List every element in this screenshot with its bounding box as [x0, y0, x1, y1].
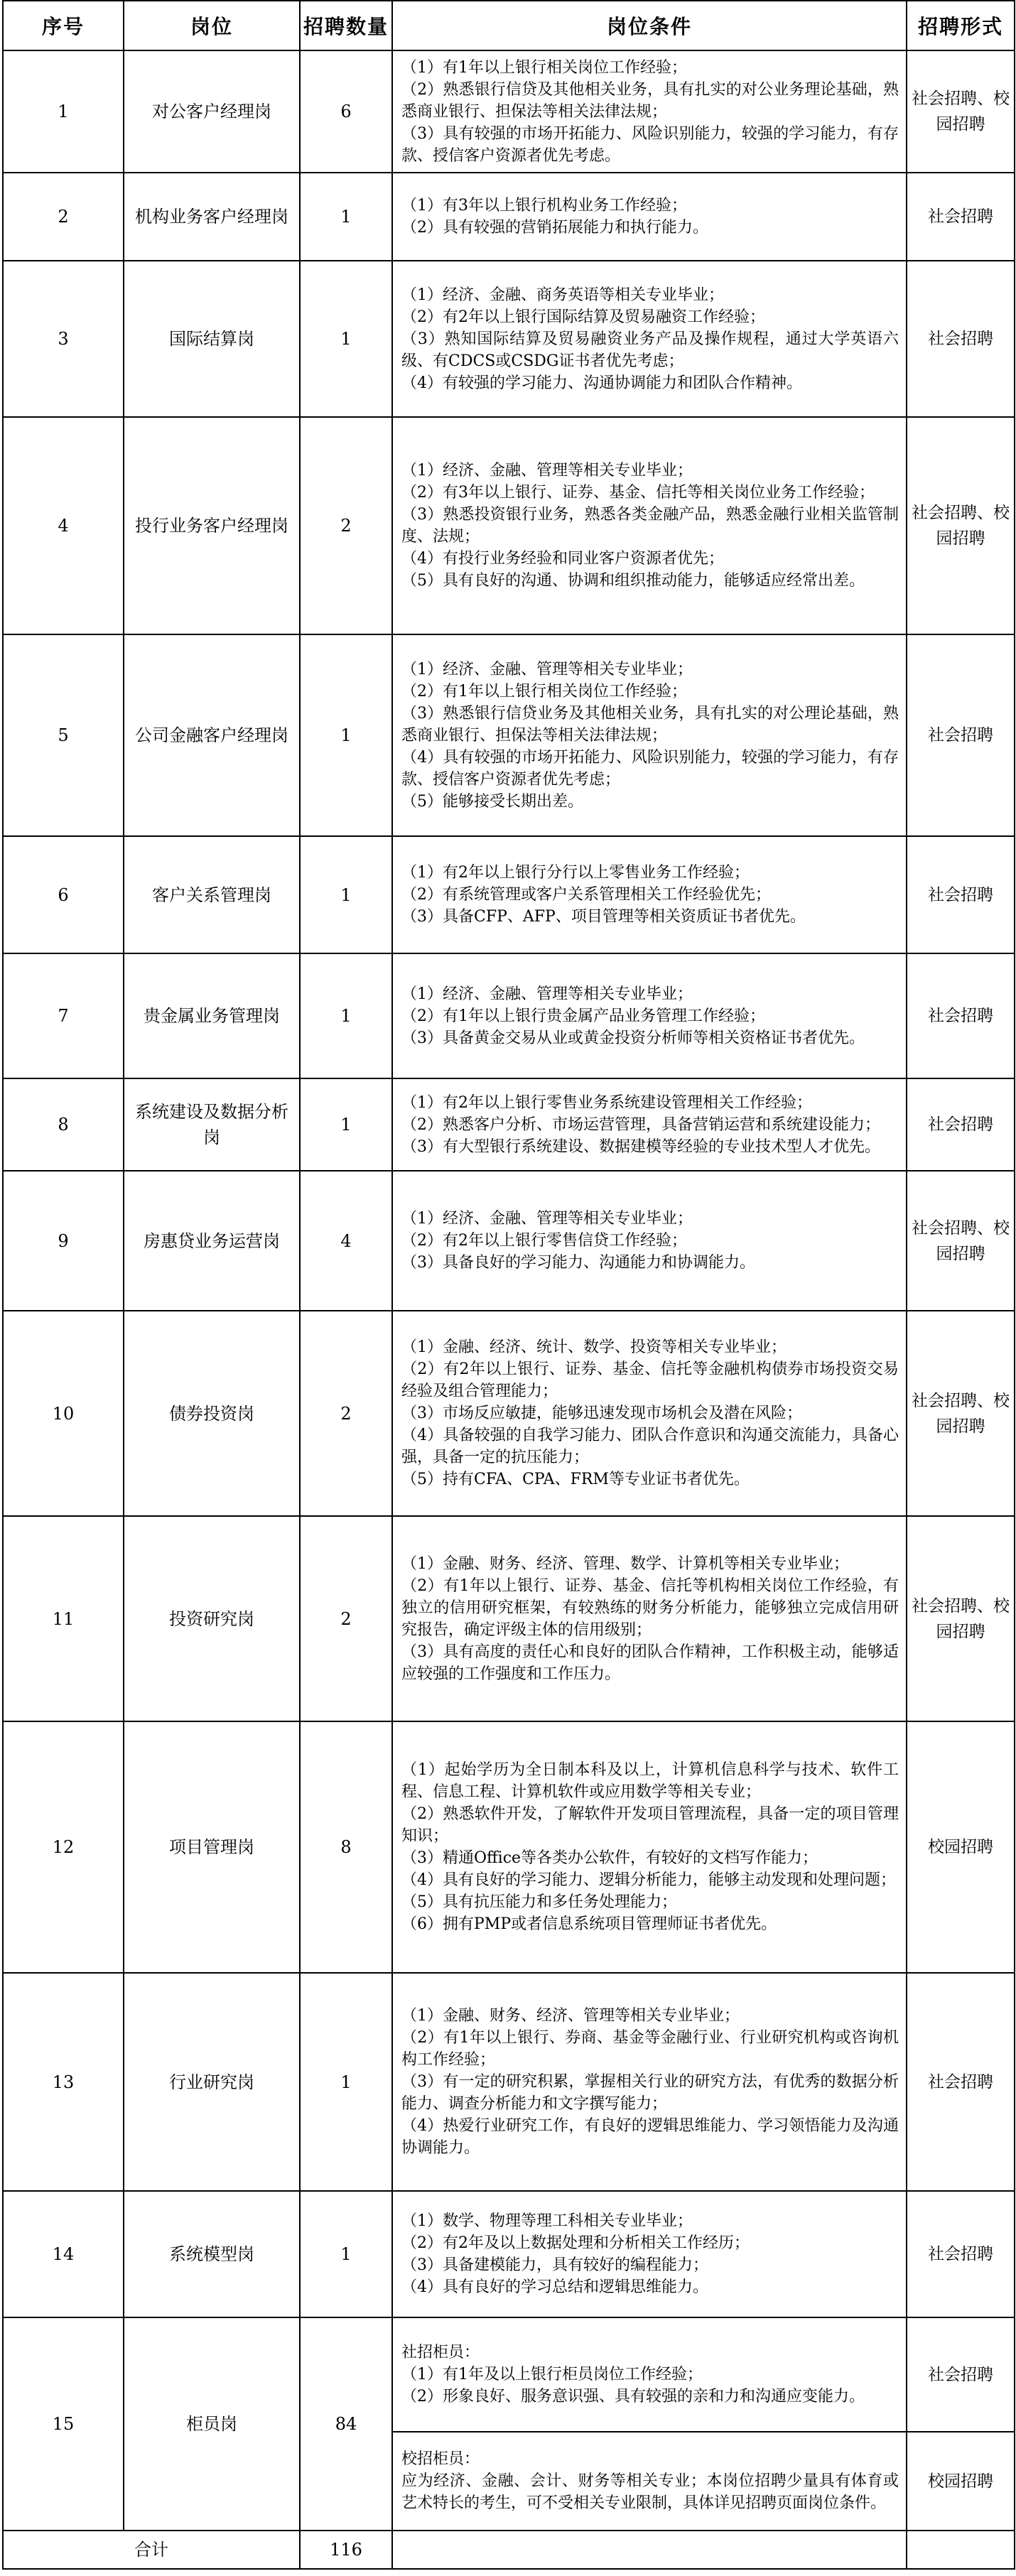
position-name: 投资研究岗: [124, 1516, 300, 1721]
condition-line: （4）具有良好的学习总结和逻辑思维能力。: [401, 2278, 708, 2296]
position-conditions: [392, 1721, 907, 1973]
recruit-form: 校园招聘: [907, 1721, 1015, 1973]
position-name: 投行业务客户经理岗: [124, 417, 300, 634]
position-conditions: [392, 50, 907, 173]
condition-line: （2）有1年以上银行、券商、基金等金融行业、行业研究机构或咨询机构工作经验；: [401, 2029, 899, 2069]
table-body: [3, 50, 1015, 2569]
hire-count: 1: [300, 261, 392, 417]
position-name: 机构业务客户经理岗: [124, 173, 300, 261]
total-row: [3, 2531, 1015, 2569]
hire-count: 1: [300, 836, 392, 953]
recruit-form: 社会招聘: [907, 634, 1015, 836]
condition-line: （2）有2年及以上数据处理和分析相关工作经历；: [401, 2234, 750, 2252]
condition-line: （3）具备建模能力，具有较好的编程能力；: [401, 2256, 708, 2274]
row-number: 11: [3, 1516, 124, 1721]
table-row: [3, 50, 1015, 173]
row-number: 8: [3, 1078, 124, 1171]
table-row: [3, 953, 1015, 1078]
table-row: [3, 261, 1015, 417]
hire-count: 2: [300, 417, 392, 634]
condition-line: （1）经济、金融、管理等相关专业毕业；: [401, 985, 693, 1003]
condition-line: （5）持有CFA、CPA、FRM等专业证书者优先。: [401, 1471, 750, 1488]
header-conditions: 岗位条件: [392, 1, 907, 50]
condition-line: （1）有2年以上银行分行以上零售业务工作经验；: [401, 864, 750, 882]
condition-line: （6）拥有PMP或者信息系统项目管理师证书者优先。: [401, 1915, 777, 1933]
recruit-form: 校园招聘: [907, 2432, 1015, 2531]
condition-line: （2）有3年以上银行、证券、基金、信托等相关岗位业务工作经验；: [401, 484, 875, 502]
condition-line: （3）具备CFP、AFP、项目管理等相关资质证书者优先。: [401, 908, 806, 926]
recruitment-table: [2, 0, 1015, 2570]
condition-line: 校招柜员：: [401, 2450, 480, 2468]
recruit-form: 社会招聘、校园招聘: [907, 417, 1015, 634]
recruit-form: 社会招聘、校园招聘: [907, 1171, 1015, 1311]
condition-line: （1）经济、金融、管理等相关专业毕业；: [401, 1210, 693, 1228]
total-empty-form: [907, 2531, 1015, 2569]
condition-line: （1）有1年及以上银行柜员岗位工作经验；: [401, 2366, 703, 2383]
table-row: [3, 1078, 1015, 1171]
condition-line: （1）有1年以上银行相关岗位工作经验；: [401, 58, 687, 77]
recruit-form: 社会招聘: [907, 1973, 1015, 2191]
condition-line: （2）有1年以上银行贵金属产品业务管理工作经验；: [401, 1007, 765, 1025]
condition-line: （2）具有较强的营销拓展能力和执行能力。: [401, 219, 708, 237]
condition-line: （1）金融、财务、经济、管理等相关专业毕业；: [401, 2007, 740, 2025]
recruit-form: 社会招聘、校园招聘: [907, 1311, 1015, 1516]
condition-line: （2）有2年以上银行零售信贷工作经验；: [401, 1232, 687, 1250]
condition-line: （2）有1年以上银行、证券、基金、信托等机构相关岗位工作经验，有独立的信用研究框架，有较熟练的财务分析能力，能够独立完成信用研究报告，确定评级主体的信用级别；: [401, 1576, 899, 1639]
condition-line: （1）经济、金融、商务英语等相关专业毕业；: [401, 286, 724, 304]
position-name: 国际结算岗: [124, 261, 300, 417]
condition-line: （1）经济、金融、管理等相关专业毕业；: [401, 660, 693, 678]
condition-line: （2）有系统管理或客户关系管理相关工作经验优先；: [401, 886, 771, 904]
condition-line: （2）形象良好、服务意识强、具有较强的亲和力和沟通应变能力。: [401, 2388, 865, 2405]
condition-line: （2）熟悉客户分析、市场运营管理，具备营销运营和系统建设能力；: [401, 1115, 880, 1134]
table-row: [3, 1311, 1015, 1516]
hire-count: 1: [300, 2191, 392, 2317]
table-row: [3, 1973, 1015, 2191]
header-form: 招聘形式: [907, 1, 1015, 50]
condition-line: （3）有大型银行系统建设、数据建模等经验的专业技术型人才优先。: [401, 1137, 880, 1156]
hire-count: 4: [300, 1171, 392, 1311]
condition-line: （5）具有抗压能力和多任务处理能力；: [401, 1893, 677, 1911]
recruit-form: 社会招聘、校园招聘: [907, 50, 1015, 173]
condition-line: （3）市场反应敏捷，能够迅速发现市场机会及潜在风险；: [401, 1405, 802, 1422]
hire-count: 1: [300, 634, 392, 836]
position-name: 对公客户经理岗: [124, 50, 300, 173]
position-name: 房惠贷业务运营岗: [124, 1171, 300, 1311]
row-number: 15: [3, 2317, 124, 2531]
position-conditions: [392, 2432, 907, 2531]
position-name: 柜员岗: [124, 2317, 300, 2531]
recruit-form: 社会招聘: [907, 953, 1015, 1078]
condition-line: （4）热爱行业研究工作，有良好的逻辑思维能力、学习领悟能力及沟通协调能力。: [401, 2117, 899, 2157]
table-row: [3, 1171, 1015, 1311]
row-number: 10: [3, 1311, 124, 1516]
hire-count: 1: [300, 173, 392, 261]
condition-line: （3）具备良好的学习能力、沟通能力和协调能力。: [401, 1254, 755, 1272]
recruit-form: 社会招聘、校园招聘: [907, 1516, 1015, 1721]
row-number: 3: [3, 261, 124, 417]
condition-line: （2）熟悉软件开发，了解软件开发项目管理流程，具备一定的项目管理知识；: [401, 1805, 899, 1845]
condition-line: （1）起始学历为全日制本科及以上，计算机信息科学与技术、软件工程、信息工程、计算机软件或应用数学等相关专业；: [401, 1761, 899, 1801]
total-count: 116: [300, 2531, 392, 2569]
condition-line: （4）有投行业务经验和同业客户资源者优先；: [401, 550, 724, 568]
position-name: 客户关系管理岗: [124, 836, 300, 953]
condition-line: （2）熟悉银行信贷及其他相关业务，具有扎实的对公业务理论基础，熟悉商业银行、担保法等相关法律法规；: [401, 80, 899, 121]
hire-count: 84: [300, 2317, 392, 2531]
condition-line: （3）具有较强的市场开拓能力、风险识别能力，较强的学习能力，有存款、授信客户资源者优先考虑。: [401, 124, 899, 165]
condition-line: （3）熟悉银行信贷业务及其他相关业务，具有扎实的对公理论基础，熟悉商业银行、担保法等相关法律法规；: [401, 704, 899, 745]
position-conditions: [392, 953, 907, 1078]
position-conditions: [392, 1516, 907, 1721]
condition-line: （1）金融、财务、经济、管理、数学、计算机等相关专业毕业；: [401, 1554, 849, 1573]
table-row: [3, 836, 1015, 953]
hire-count: 2: [300, 1516, 392, 1721]
condition-line: （5）具有良好的沟通、协调和组织推动能力，能够适应经常出差。: [401, 572, 865, 590]
hire-count: 1: [300, 1078, 392, 1171]
position-name: 项目管理岗: [124, 1721, 300, 1973]
row-number: 14: [3, 2191, 124, 2317]
hire-count: 6: [300, 50, 392, 173]
condition-line: （3）具有高度的责任心和良好的团队合作精神，工作积极主动，能够适应较强的工作强度和工作压力。: [401, 1643, 899, 1683]
table-row: [3, 1721, 1015, 1973]
recruit-form: 社会招聘: [907, 173, 1015, 261]
condition-line: （2）有2年以上银行国际结算及贸易融资工作经验；: [401, 308, 765, 326]
condition-line: （3）熟悉投资银行业务，熟悉各类金融产品，熟悉金融行业相关监管制度、法规；: [401, 506, 899, 546]
row-number: 9: [3, 1171, 124, 1311]
condition-line: （2）有2年以上银行、证券、基金、信托等金融机构债券市场投资交易经验及组合管理能力；: [401, 1360, 899, 1400]
row-number: 5: [3, 634, 124, 836]
position-name: 系统模型岗: [124, 2191, 300, 2317]
position-conditions: [392, 1311, 907, 1516]
position-name: 行业研究岗: [124, 1973, 300, 2191]
condition-line: （4）具备较强的自我学习能力、团队合作意识和沟通交流能力，具备心强，具备一定的抗压能力；: [401, 1427, 899, 1466]
position-conditions: [392, 1171, 907, 1311]
recruit-form: 社会招聘: [907, 836, 1015, 953]
position-conditions: [392, 1078, 907, 1171]
position-conditions: [392, 2317, 907, 2432]
table-row: [3, 417, 1015, 634]
condition-line: （4）具有较强的市场开拓能力、风险识别能力，较强的学习能力，有存款、授信客户资源者优先考虑；: [401, 748, 899, 789]
header-row: [3, 1, 1015, 50]
condition-line: （3）具备黄金交易从业或黄金投资分析师等相关资格证书者优先。: [401, 1029, 865, 1047]
header-position: 岗位: [124, 1, 300, 50]
condition-line: （1）金融、经济、统计、数学、投资等相关专业毕业；: [401, 1338, 787, 1356]
table-row: [3, 2191, 1015, 2317]
condition-line: （4）有较强的学习能力、沟通协调能力和团队合作精神。: [401, 374, 802, 392]
condition-line: （1）有3年以上银行机构业务工作经验；: [401, 197, 687, 215]
condition-line: （5）能够接受长期出差。: [401, 792, 583, 811]
total-label: 合计: [3, 2531, 300, 2569]
condition-line: 社招柜员：: [401, 2344, 480, 2361]
position-conditions: [392, 417, 907, 634]
position-name: 系统建设及数据分析岗: [124, 1078, 300, 1171]
condition-line: 应为经济、金融、会计、财务等相关专业；本岗位招聘少量具有体育或艺术特长的考生，可不受相关专业限制，具体详见招聘页面岗位条件。: [401, 2472, 899, 2512]
condition-line: （1）有2年以上银行零售业务系统建设管理相关工作经验；: [401, 1093, 812, 1112]
position-conditions: [392, 261, 907, 417]
recruit-form: 社会招聘: [907, 2191, 1015, 2317]
position-conditions: [392, 1973, 907, 2191]
row-number: 13: [3, 1973, 124, 2191]
table-row: [3, 1516, 1015, 1721]
position-name: 债券投资岗: [124, 1311, 300, 1516]
hire-count: 8: [300, 1721, 392, 1973]
condition-line: （2）有1年以上银行相关岗位工作经验；: [401, 682, 687, 700]
hire-count: 1: [300, 1973, 392, 2191]
row-number: 2: [3, 173, 124, 261]
hire-count: 2: [300, 1311, 392, 1516]
position-conditions: [392, 2191, 907, 2317]
condition-line: （1）数学、物理等理工科相关专业毕业；: [401, 2212, 693, 2230]
table-row: [3, 173, 1015, 261]
row-number: 12: [3, 1721, 124, 1973]
row-number: 1: [3, 50, 124, 173]
header-no: 序号: [3, 1, 124, 50]
table-row: [3, 634, 1015, 836]
header-count: 招聘数量: [300, 1, 392, 50]
condition-line: （3）熟知国际结算及贸易融资业务产品及操作规程，通过大学英语六级、有CDCS或CSDG证书者优先考虑；: [401, 330, 899, 370]
row-number: 7: [3, 953, 124, 1078]
position-conditions: [392, 634, 907, 836]
total-empty-conditions: [392, 2531, 907, 2569]
position-name: 贵金属业务管理岗: [124, 953, 300, 1078]
table-row: [3, 2317, 1015, 2432]
position-conditions: [392, 836, 907, 953]
condition-line: （3）有一定的研究积累，掌握相关行业的研究方法，有优秀的数据分析能力、调查分析能力和文字撰写能力；: [401, 2073, 899, 2113]
condition-line: （1）经济、金融、管理等相关专业毕业；: [401, 462, 693, 480]
recruit-form: 社会招聘: [907, 1078, 1015, 1171]
position-conditions: [392, 173, 907, 261]
position-name: 公司金融客户经理岗: [124, 634, 300, 836]
condition-line: （4）具有良好的学习能力、逻辑分析能力，能够主动发现和处理问题；: [401, 1871, 896, 1889]
row-number: 6: [3, 836, 124, 953]
hire-count: 1: [300, 953, 392, 1078]
condition-line: （3）精通Office等各类办公软件，有较好的文档写作能力；: [401, 1849, 818, 1867]
recruit-form: 社会招聘: [907, 261, 1015, 417]
row-number: 4: [3, 417, 124, 634]
recruit-form: 社会招聘: [907, 2317, 1015, 2432]
